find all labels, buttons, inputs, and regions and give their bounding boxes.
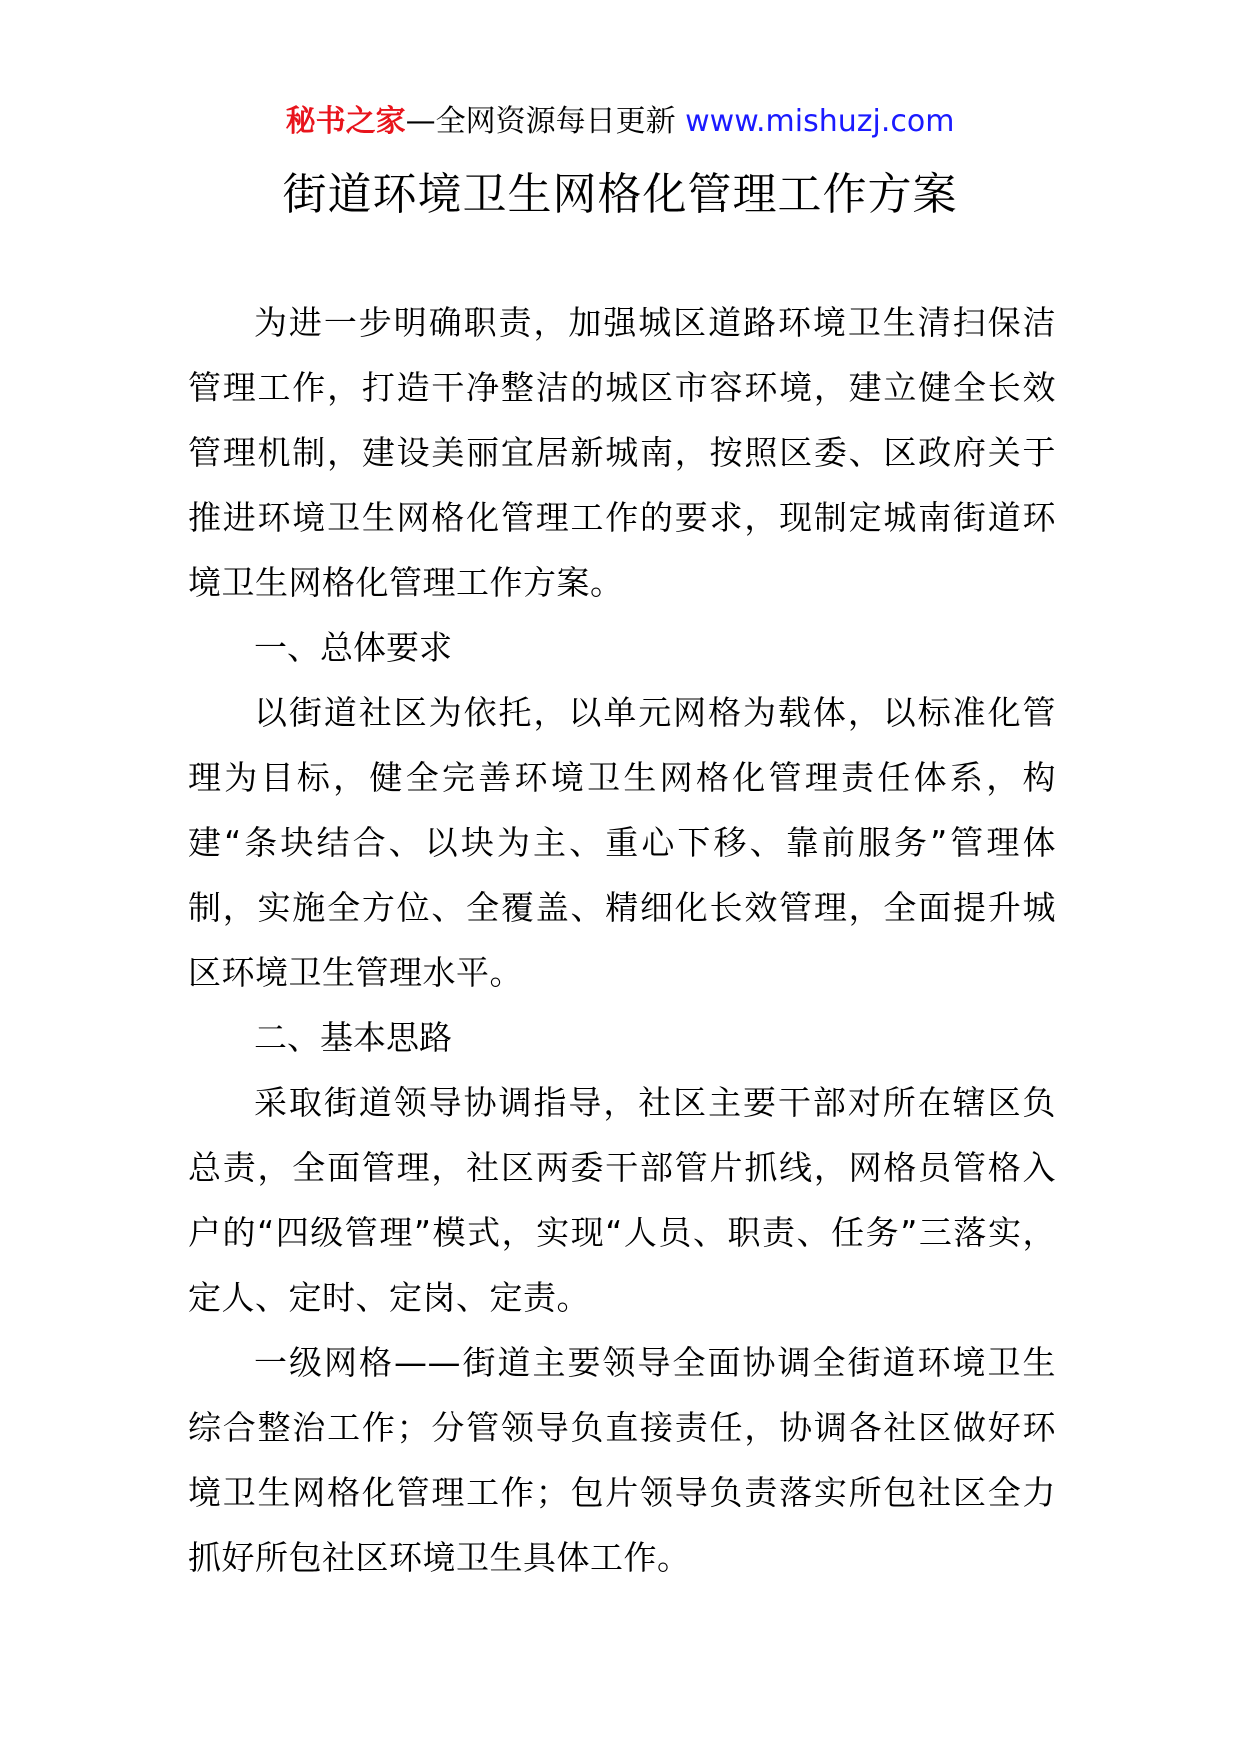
site-tagline: —全网资源每日更新 — [405, 104, 676, 139]
document-title: 街道环境卫生网格化管理工作方案 — [282, 169, 958, 220]
site-brand: 秘书之家 — [285, 104, 406, 139]
general-requirements-paragraph: 以街道社区为依托，以单元网格为载体，以标准化管理为目标，健全完善环境卫生网格化管理责任体系，构建“条块结合、以块为主、重心下移、靠前服务”管理体制，实施全方位、全覆盖、精细化长效管理，全面提升城区环境卫生管理水平。 — [188, 693, 1056, 992]
document-body — [188, 290, 1056, 1590]
intro-paragraph: 为进一步明确职责，加强城区道路环境卫生清扫保洁管理工作，打造干净整洁的城区市容环境，建立健全长效管理机制，建设美丽宜居新城南，按照区委、区政府关于推进环境卫生网格化管理工作的要求，现制定城南街道环境卫生网格化管理工作方案。 — [188, 303, 1056, 602]
site-url-link[interactable]: www.mishuzj.com — [685, 104, 955, 139]
site-header — [0, 100, 1240, 144]
basic-approach-paragraph: 采取街道领导协调指导，社区主要干部对所在辖区负总责，全面管理，社区两委干部管片抓线，网格员管格入户的“四级管理”模式，实现“人员、职责、任务”三落实，定人、定时、定岗、定责。 — [188, 1083, 1056, 1317]
section-heading-general-requirements: 一、总体要求 — [254, 628, 452, 667]
section-heading-basic-approach: 二、基本思路 — [254, 1018, 452, 1057]
level-one-grid-paragraph: 一级网格——街道主要领导全面协调全街道环境卫生综合整治工作；分管领导负直接责任，协调各社区做好环境卫生网格化管理工作；包片领导负责落实所包社区全力抓好所包社区环境卫生具体工作。 — [188, 1343, 1056, 1577]
